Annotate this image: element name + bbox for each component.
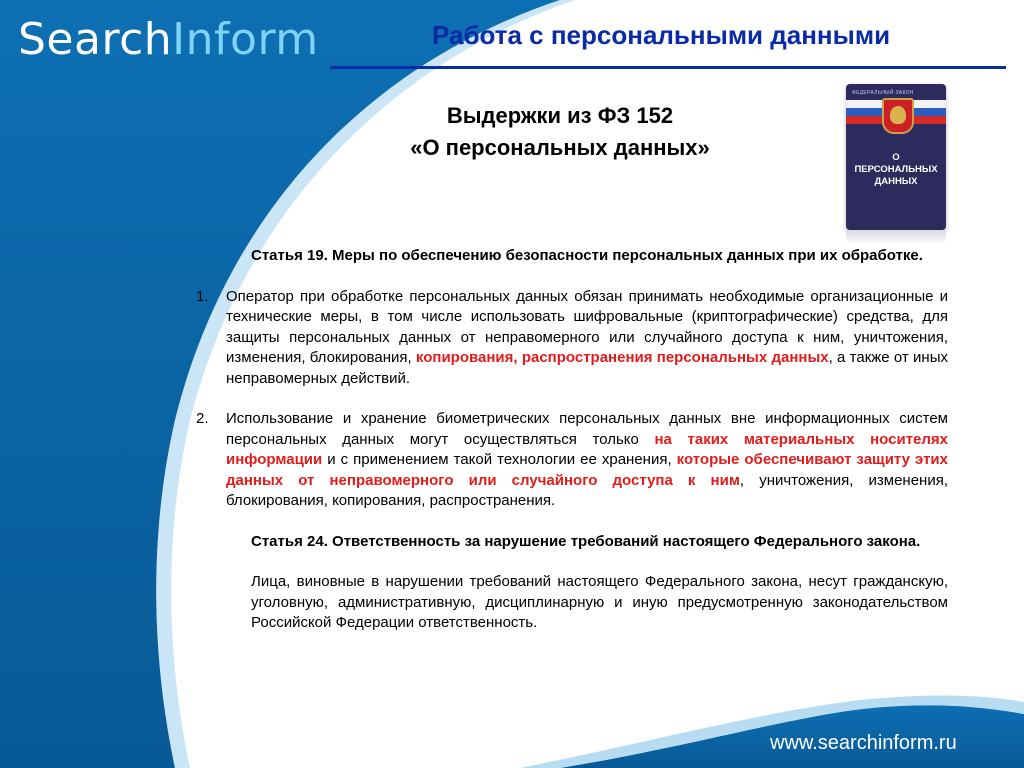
logo-search-text: Search — [18, 14, 173, 65]
subtitle — [340, 100, 780, 164]
law-excerpt — [196, 246, 948, 634]
book-title-line-2: ДАННЫХ — [874, 176, 918, 187]
logo-inform-text: Inform — [172, 14, 319, 65]
article-24-heading: Статья 24. Ответственность за нарушение требований настоящего Федерального закона. — [251, 532, 921, 550]
double-eagle-icon — [890, 106, 906, 124]
law-book-cover-image — [846, 84, 946, 230]
item1-text-b: , а также от иных неправомерных действий. — [226, 349, 948, 387]
website-link[interactable]: www.searchinform.ru — [770, 732, 957, 754]
coat-of-arms-icon — [882, 98, 914, 134]
item2-text-b: и с применением такой технологии ее хранения, — [322, 451, 677, 468]
book-title-line-1: О ПЕРСОНАЛЬНЫХ — [854, 152, 938, 175]
book-title — [850, 152, 942, 188]
list-item — [196, 287, 948, 390]
title-underline — [330, 66, 1006, 69]
searchinform-logo — [18, 14, 319, 65]
subtitle-line-2: «О персональных данных» — [410, 135, 710, 160]
item2-highlight-b: которые обеспечивают защиту этих данных от неправомерного или случайного доступа к ним — [226, 451, 948, 489]
list-item — [196, 409, 948, 512]
list-item-number: 1. — [196, 287, 209, 305]
item2-text-c: , уничтожения, изменения, блокирования, копирования, распространения. — [226, 471, 948, 509]
list-item-number: 2. — [196, 410, 209, 427]
article-19-heading: Статья 19. Меры по обеспечению безопасности персональных данных при их обработке. — [251, 247, 923, 264]
list-item-text — [226, 409, 948, 512]
book-top-label: ФЕДЕРАЛЬНЫЙ ЗАКОН — [852, 90, 914, 96]
item2-text-a: Использование и хранение биометрических персональных данных вне информационных систем персональных данных могут осуществляться только — [226, 410, 948, 448]
article-24-paragraph: Лица, виновные в нарушении требований настоящего Федерального закона, несут гражданскую, уголовную, административную, дисциплинарную и иную предусмотренную законодательством Российской Федерации ответственность. — [251, 573, 948, 631]
subtitle-line-1: Выдержки из ФЗ 152 — [446, 103, 674, 128]
book-reflection — [846, 230, 946, 244]
slide-title: Работа с персональными данными — [432, 20, 891, 50]
list-item-text — [226, 287, 948, 390]
item1-highlight: копирования, распространения персональных данных — [415, 349, 829, 366]
item2-highlight-a: на таких материальных носителях информации — [226, 430, 949, 468]
item1-text-a: Оператор при обработке персональных данных обязан принимать необходимые организационные и технические меры, в том числе использовать шифровальные (криптографические) средства, для защиты персональных данных от неправомерного или случайного доступа к ним, уничтожения, изменения, блокирования, — [226, 287, 948, 366]
